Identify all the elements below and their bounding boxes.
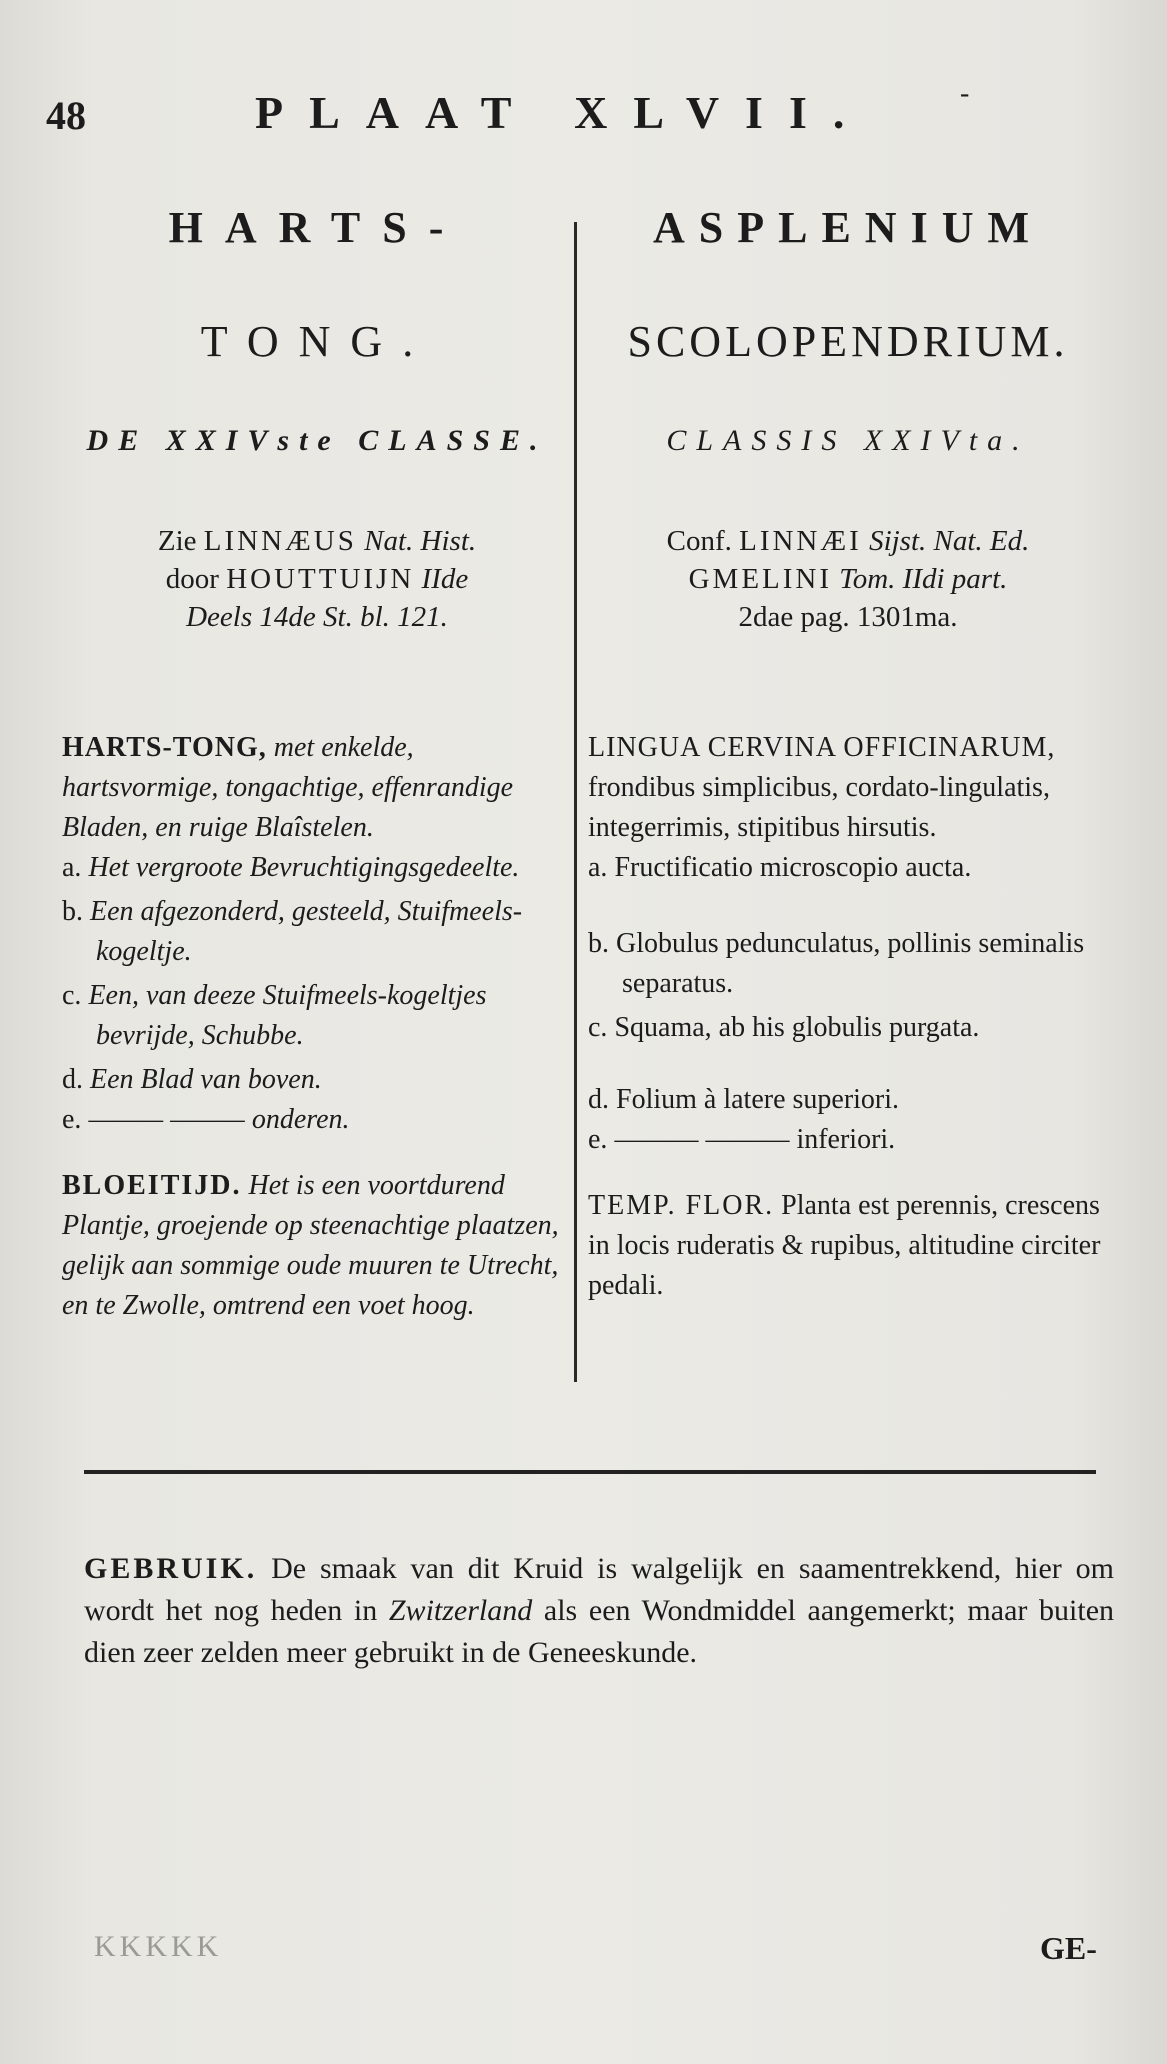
dutch-flowering-time (62, 1166, 572, 1326)
ref-location: Deels 14de St. bl. 121. (186, 601, 448, 633)
ref-volume: Tom. IIdi part. (839, 563, 1008, 595)
figure-item (588, 1120, 1108, 1160)
ref-word: Conf. (666, 525, 732, 557)
latin-flowering-time (588, 1186, 1108, 1306)
item-text: ——— ——— inferiori. (614, 1124, 896, 1155)
latin-column (588, 200, 1108, 1306)
ref-volume: IIde (421, 563, 469, 595)
item-text: Een Blad van boven. (90, 1064, 322, 1095)
item-label: e. (62, 1104, 82, 1135)
ref-author: GMELINI (688, 563, 833, 595)
ref-location: 2dae pag. 1301ma. (738, 601, 958, 633)
item-label: a. (62, 852, 82, 883)
item-text: Een afgezonderd, gesteeld, Stuifmeels-kogeltje. (90, 896, 523, 967)
description-lead: LINGUA CERVINA OFFICINARUM, (588, 732, 1056, 763)
figure-item (588, 848, 1108, 888)
item-label: c. (62, 980, 82, 1011)
signature-mark: KKKKK (94, 1930, 223, 1963)
flowering-lead: BLOEITIJD. (62, 1170, 242, 1201)
item-label: d. (588, 1084, 609, 1115)
usage-place: Zwitzerland (388, 1594, 533, 1627)
description-text: met enkelde, hartsvormige, tongachtige, effenrandige Bladen, en ruige Blaîstelen. (62, 732, 514, 843)
header-mark: - (960, 78, 970, 109)
item-text: Het vergroote Bevruchtigingsgedeelte. (88, 852, 520, 883)
usage-text-a: De smaak van dit Kruid is walgelijk en saamentrekkend, hier om wordt het nog heden in (84, 1552, 1115, 1627)
item-text: Folium à latere superiori. (616, 1084, 900, 1115)
flowering-lead: TEMP. FLOR. (588, 1190, 775, 1221)
plate-title: PLAAT XLVII. (255, 87, 871, 138)
flowering-text: Planta est perennis, crescens in locis ruderatis & rupibus, altitudine circiter pedali. (588, 1190, 1101, 1301)
ref-work: Sijst. Nat. Ed. (869, 525, 1030, 557)
usage-text-b: als een Wondmiddel aangemerkt; maar buiten dien zeer zelden meer gebruikt in de Geneeskunde. (84, 1594, 1115, 1669)
figure-item (588, 924, 1108, 1004)
item-label: c. (588, 1012, 608, 1043)
page-number: 48 (46, 93, 86, 138)
item-text: Squama, ab his globulis purgata. (614, 1012, 980, 1043)
flowering-text: Het is een voortdurend Plantje, groejende op steenachtige plaatzen, gelijk aan sommige oude muuren te Utrecht, en te Zwolle, omtrend een voet hoog. (62, 1170, 559, 1321)
item-label: d. (62, 1064, 83, 1095)
figure-item (62, 848, 572, 888)
item-text: Fructificatio microscopio aucta. (614, 852, 972, 883)
ref-work: Nat. Hist. (364, 525, 477, 557)
latin-title-line1: ASPLENIUM (652, 203, 1044, 252)
ref-author: LINNÆUS (203, 525, 357, 557)
figure-item (588, 1080, 1108, 1120)
latin-title-line2: SCOLOPENDRIUM. (627, 317, 1069, 366)
item-text: Een, van deeze Stuifmeels-kogeltjes bevrijde, Schubbe. (88, 980, 487, 1051)
dutch-title-line2: TONG. (200, 317, 434, 366)
item-label: b. (588, 928, 609, 959)
latin-class: CLASSIS XXIVta. (666, 424, 1030, 457)
figure-item (62, 1100, 572, 1140)
ref-author: HOUTTUIJN (226, 563, 415, 595)
item-label: a. (588, 852, 608, 883)
item-label: e. (588, 1124, 608, 1155)
figure-item (588, 1008, 1108, 1048)
figure-item (62, 1060, 572, 1100)
ref-author: LINNÆI (739, 525, 862, 557)
horizontal-rule (84, 1470, 1096, 1474)
dutch-class: DE XXIVste CLASSE. (86, 424, 548, 457)
dutch-column (62, 200, 572, 1326)
description-text: frondibus simplicibus, cordato-lingulatis, integerrimis, stipitibus hirsutis. (588, 772, 1050, 843)
usage-lead: GEBRUIK. (84, 1552, 258, 1585)
column-divider (574, 222, 577, 1382)
item-text: ——— ——— onderen. (88, 1104, 350, 1135)
item-text: Globulus pedunculatus, pollinis seminalis separatus. (616, 928, 1085, 999)
ref-word: door (165, 563, 219, 595)
description-lead: HARTS-TONG, (62, 732, 267, 763)
item-label: b. (62, 896, 83, 927)
catchword: GE- (1040, 1930, 1097, 1966)
latin-reference (588, 522, 1108, 636)
ref-word: Zie (157, 525, 197, 557)
dutch-description (62, 728, 572, 848)
dutch-reference (62, 522, 572, 636)
usage-paragraph (84, 1548, 1114, 1674)
latin-description (588, 728, 1108, 848)
figure-item (62, 976, 572, 1056)
figure-item (62, 892, 572, 972)
dutch-title-line1: HARTS- (168, 203, 466, 252)
